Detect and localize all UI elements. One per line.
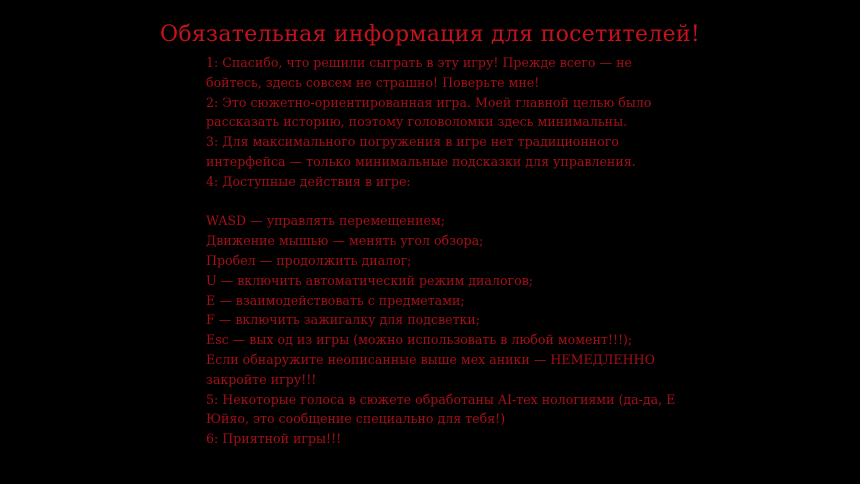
- notice-item-4: 4: Доступные действия в игре:: [206, 173, 411, 189]
- notice-body: [206, 53, 676, 449]
- notice-item-2: 2: Это сюжетно-ориентированная игра. Моей главной целью было рассказать историю, поэтому головоломки здесь минимальны.: [206, 94, 652, 130]
- warning-unlisted-mechanics: Если обнаружите неописанные выше мех аники — НЕМЕДЛЕННО закройте игру!!!: [206, 351, 655, 387]
- notice-item-6: 6: Приятной игры!!!: [206, 431, 342, 447]
- control-continue-dialog: Пробел — продолжить диалог;: [206, 252, 412, 268]
- notice-item-3: 3: Для максимального погружения в игре нет традиционного интерфейса — только минимальные подсказки для управления.: [206, 134, 636, 169]
- control-auto-dialog: U — включить автоматический режим диалогов;: [206, 272, 534, 288]
- notice-item-1: 1: Спасибо, что решили сыграть в эту игру! Прежде всего — не бойтесь, здесь совсем не страшно! Поверьте мне!: [206, 55, 632, 90]
- control-movement: WASD — управлять перемещением;: [206, 213, 446, 229]
- control-camera: Движение мышью — менять угол обзора;: [206, 233, 484, 249]
- spacer: [206, 192, 676, 212]
- notice-item-5: 5: Некоторые голоса в сюжете обработаны AI-тех нологиями (да-да, Е Юйяо, это сообщение специально для тебя!): [206, 391, 676, 427]
- control-exit: Esc — вых од из игры (можно использовать в любой момент!!!);: [206, 332, 633, 348]
- control-interact: E — взаимодействовать с предметами;: [206, 292, 465, 308]
- notice-title: Обязательная информация для посетителей!: [159, 22, 701, 47]
- control-lighter: F — включить зажигалку для подсветки;: [206, 312, 481, 328]
